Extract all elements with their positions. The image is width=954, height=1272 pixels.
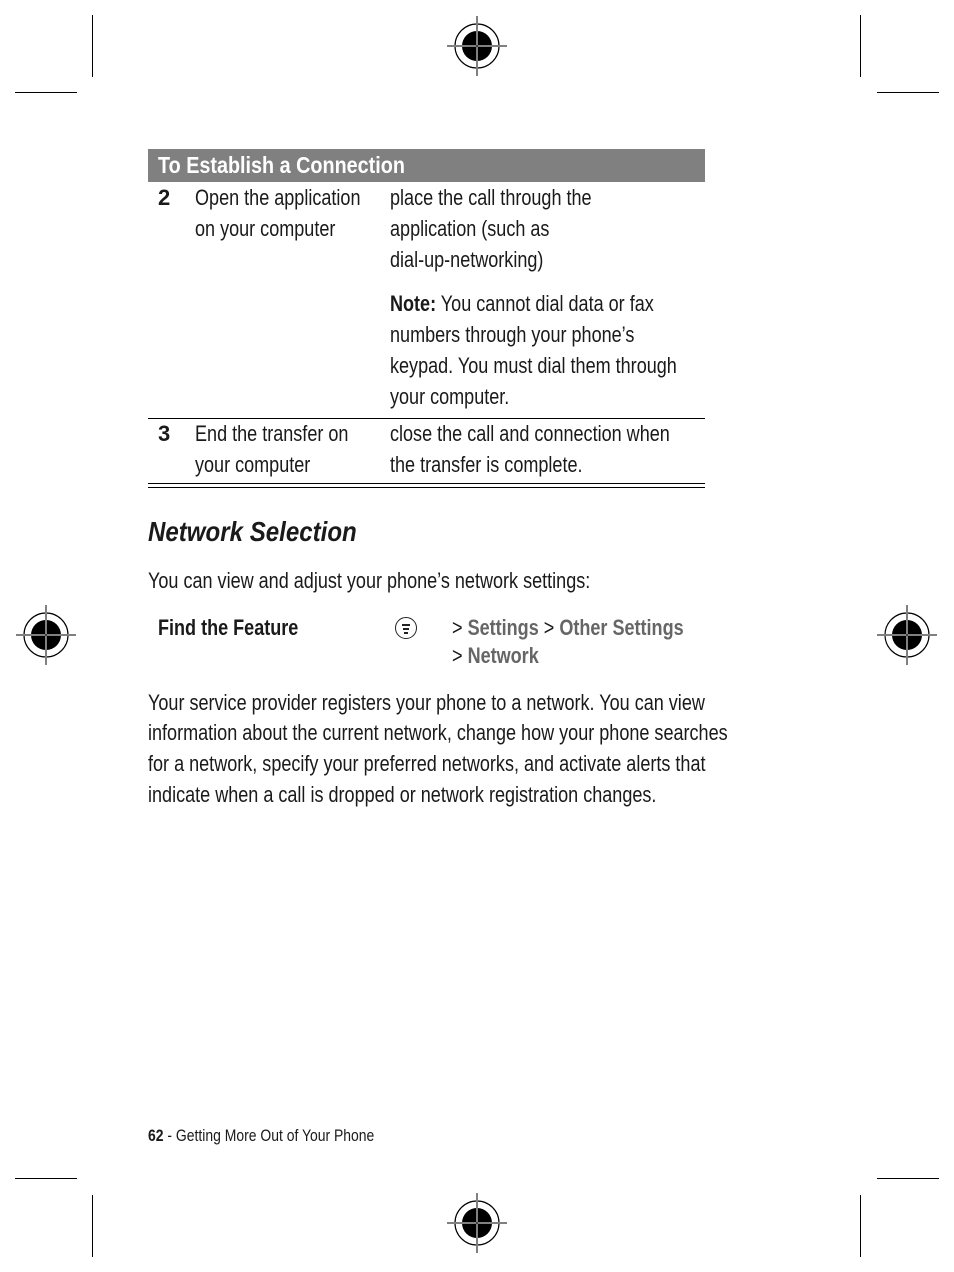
menu-key-icon	[395, 617, 417, 639]
registration-mark-icon	[877, 605, 937, 665]
step-action-line: Open the application	[195, 185, 361, 210]
table-bottom-rule	[148, 487, 705, 488]
step-action-line: End the transfer on	[195, 421, 349, 446]
step-number: 2	[158, 185, 171, 210]
step-action-line: on your computer	[195, 216, 336, 241]
body-line: information about the current network, change how your phone searches	[148, 720, 728, 745]
menu-item-settings: Settings	[467, 615, 539, 640]
note-label: Note:	[390, 291, 437, 316]
step-detail-line: application (such as	[390, 216, 550, 241]
step-detail-line: close the call and connection when	[390, 421, 670, 446]
crop-mark	[15, 1178, 77, 1179]
note-line: your computer.	[390, 384, 510, 409]
path-separator: >	[452, 643, 463, 668]
crop-mark	[860, 1195, 861, 1257]
step-number: 3	[158, 421, 171, 446]
crop-mark	[15, 92, 77, 93]
table-header	[148, 149, 705, 182]
crop-mark	[92, 15, 93, 77]
step-detail-line: place the call through the	[390, 185, 592, 210]
feature-path-line	[452, 612, 684, 643]
table-bottom-rule	[148, 483, 705, 484]
body-line: Your service provider registers your phone to a network. You can view	[148, 690, 705, 715]
find-feature-label: Find the Feature	[158, 615, 299, 640]
table-header-title: To Establish a Connection	[158, 152, 405, 178]
crop-mark	[877, 92, 939, 93]
note-text: You cannot dial data or fax	[440, 291, 654, 316]
note-line: keypad. You must dial them through	[390, 353, 677, 378]
body-line: indicate when a call is dropped or network registration changes.	[148, 782, 657, 807]
menu-item-network: Network	[467, 643, 539, 668]
path-separator: >	[543, 615, 555, 640]
page-footer	[148, 1125, 374, 1147]
registration-mark-icon	[16, 605, 76, 665]
step-detail-line: dial-up-networking)	[390, 247, 544, 272]
chapter-title: Getting More Out of Your Phone	[175, 1126, 375, 1145]
step-action-line: your computer	[195, 452, 311, 477]
registration-mark-icon	[447, 1193, 507, 1253]
crop-mark	[877, 1178, 939, 1179]
step-detail-line: the transfer is complete.	[390, 452, 583, 477]
note-line	[390, 288, 654, 319]
body-line: for a network, specify your preferred networks, and activate alerts that	[148, 751, 706, 776]
footer-separator: -	[163, 1126, 176, 1145]
section-title: Network Selection	[148, 516, 357, 547]
feature-path-line	[452, 640, 539, 671]
menu-item-other-settings: Other Settings	[559, 615, 684, 640]
crop-mark	[860, 15, 861, 77]
crop-mark	[92, 1195, 93, 1257]
section-intro: You can view and adjust your phone’s network settings:	[148, 568, 591, 593]
page-number: 62	[148, 1126, 164, 1145]
registration-mark-icon	[447, 16, 507, 76]
note-line: numbers through your phone’s	[390, 322, 635, 347]
path-separator: >	[452, 615, 463, 640]
